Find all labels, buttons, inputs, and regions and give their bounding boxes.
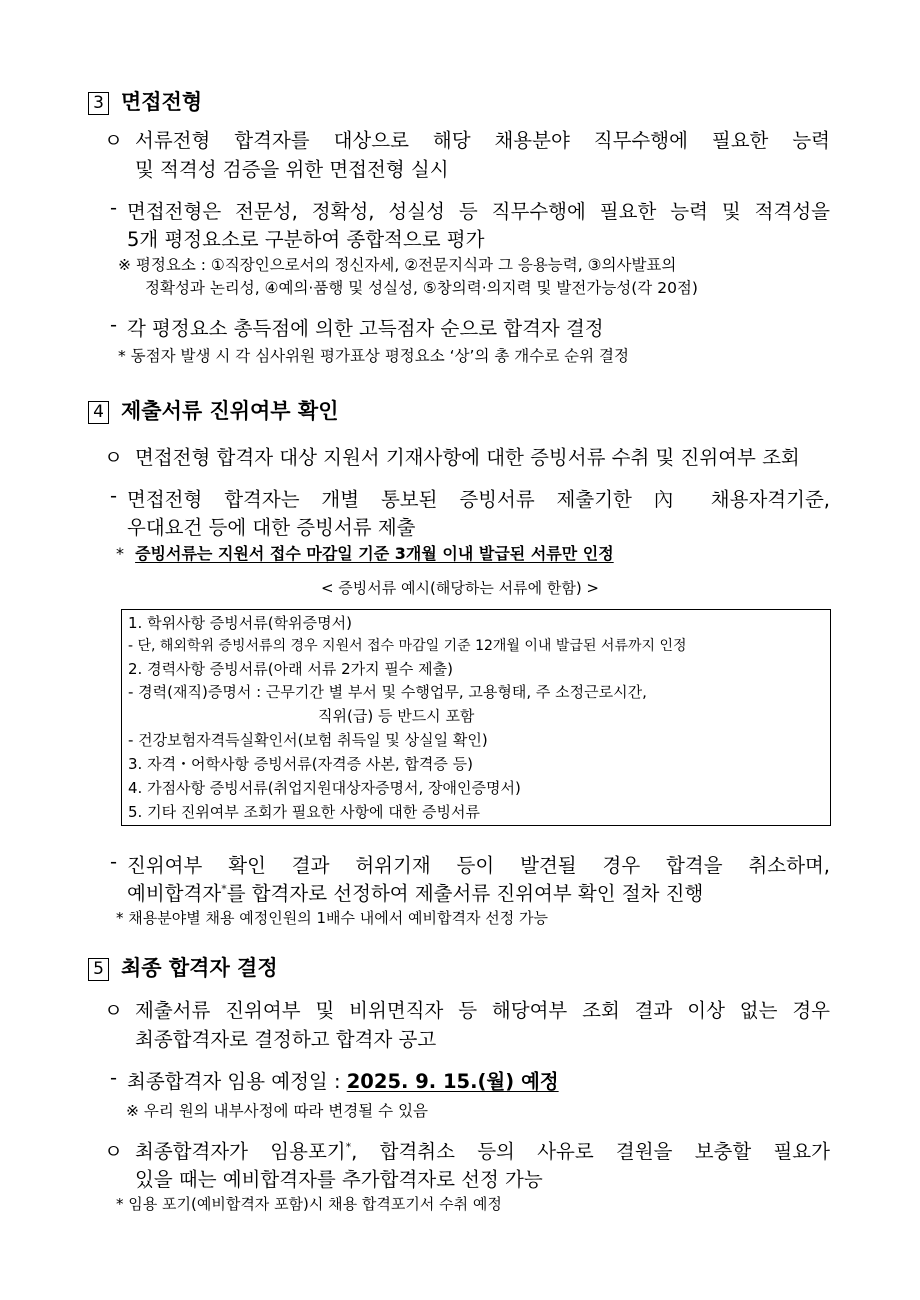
body-text: [127, 878, 920, 906]
note-text: 정확성과 논리성, ④예의·품행 및 성실성, ⑤창의력·의지력 및 발전가능성(각 20점): [145, 279, 698, 297]
section-number-box: 4: [88, 401, 109, 424]
dash-mark: -: [110, 850, 118, 873]
box-line: - 경력(재직)증명서 : 근무기간 별 부서 및 수행업무, 고용형태, 주 소정근로시간,: [128, 683, 647, 701]
dash-mark: -: [110, 313, 118, 336]
body-text: 면접전형 합격자 대상 지원서 기재사항에 대한 증빙서류 수취 및 진위여부 조회: [135, 446, 800, 469]
note-text: * 임용 포기(예비합격자 포함)시 채용 합격포기서 수취 예정: [116, 1195, 502, 1213]
bullet-mark: ㅇ: [104, 446, 123, 469]
box-line: 2. 경력사항 증빙서류(아래 서류 2가지 필수 제출): [128, 660, 453, 678]
bullet-mark: ㅇ: [104, 1140, 123, 1163]
body-text: 및 적격성 검증을 위한 면접전형 실시: [135, 158, 449, 181]
footnote-mark: *: [221, 882, 227, 896]
body-text: 5개 평정요소로 구분하여 종합적으로 평가: [127, 228, 485, 251]
important-note: 증빙서류는 지원서 접수 마감일 기준 3개월 이내 발급된 서류만 인정: [135, 544, 614, 563]
note-star: *: [116, 544, 124, 563]
box-line: 직위(급) 등 반드시 포함: [318, 707, 475, 725]
section-4-heading: [88, 395, 920, 425]
note-text: * 채용분야별 채용 예정인원의 1배수 내에서 예비합격자 선정 가능: [116, 909, 548, 927]
note-line: [116, 541, 920, 564]
body-text: 면접전형 합격자는 개별 통보된 증빙서류 제출기한 內 채용자격기준,: [127, 488, 830, 511]
body-text: 최종합격자로 결정하고 합격자 공고: [135, 1028, 437, 1051]
bullet-mark: ㅇ: [104, 129, 123, 152]
body-text: 최종합격자가 임용포기: [135, 1140, 346, 1163]
section-title: 최종 합격자 결정: [121, 956, 278, 980]
box-line: - 건강보험자격득실확인서(보험 취득일 및 상실일 확인): [128, 731, 488, 749]
dash-mark: -: [110, 196, 118, 219]
section-number-box: 3: [88, 92, 109, 115]
body-text: 최종합격자 임용 예정일 :: [127, 1070, 347, 1093]
box-line: - 단, 해외학위 증빙서류의 경우 지원서 접수 마감일 기준 12개월 이내 발급된 서류까지 인정: [128, 638, 687, 654]
body-text: 를 합격자로 선정하여 제출서류 진위여부 확인 절차 진행: [226, 882, 704, 905]
body-text: , 합격취소 등의 사유로 결원을 보충할 필요가: [351, 1140, 830, 1163]
section-5-heading: [88, 952, 920, 982]
appointment-date: 2025. 9. 15.(월) 예정: [346, 1070, 559, 1093]
section-title: 면접전형: [121, 90, 203, 114]
body-text: 제출서류 진위여부 및 비위면직자 등 해당여부 조회 결과 이상 없는 경우: [135, 999, 830, 1022]
section-number-box: 5: [88, 958, 109, 981]
body-text: 예비합격자: [127, 882, 222, 905]
note-text: ※ 평정요소 : ①직장인으로서의 정신자세, ②전문지식과 그 응용능력, ③의사발표의: [118, 256, 677, 274]
box-caption: < 증빙서류 예시(해당하는 서류에 한함) >: [320, 579, 600, 597]
body-text: 우대요건 등에 대한 증빙서류 제출: [127, 516, 416, 539]
document-list-box: [121, 609, 831, 826]
body-text: [127, 1066, 920, 1094]
bullet-mark: ㅇ: [104, 999, 123, 1022]
body-text: 있을 때는 예비합격자를 추가합격자로 선정 가능: [135, 1168, 543, 1191]
body-text: [135, 1136, 830, 1164]
section-3-heading: [88, 86, 920, 116]
note-text: * 동점자 발생 시 각 심사위원 평가표상 평정요소 ‘상’의 총 개수로 순위 결정: [118, 347, 629, 365]
footnote-mark: *: [345, 1140, 352, 1154]
dash-mark: -: [110, 1066, 118, 1089]
box-line: 5. 기타 진위여부 조회가 필요한 사항에 대한 증빙서류: [128, 803, 480, 821]
body-text: 진위여부 확인 결과 허위기재 등이 발견될 경우 합격을 취소하며,: [127, 854, 830, 877]
box-line: 1. 학위사항 증빙서류(학위증명서): [128, 614, 352, 632]
section-title: 제출서류 진위여부 확인: [121, 399, 339, 423]
body-text: 면접전형은 전문성, 정확성, 성실성 등 직무수행에 필요한 능력 및 적격성을: [127, 200, 830, 223]
body-text: 각 평정요소 총득점에 의한 고득점자 순으로 합격자 결정: [127, 317, 604, 340]
box-line: 3. 자격・어학사항 증빙서류(자격증 사본, 합격증 등): [128, 755, 473, 773]
body-text: 서류전형 합격자를 대상으로 해당 채용분야 직무수행에 필요한 능력: [135, 129, 830, 152]
box-line: 4. 가점사항 증빙서류(취업지원대상자증명서, 장애인증명서): [128, 779, 521, 797]
note-text: ※ 우리 원의 내부사정에 따라 변경될 수 있음: [126, 1102, 429, 1120]
dash-mark: -: [110, 484, 118, 507]
